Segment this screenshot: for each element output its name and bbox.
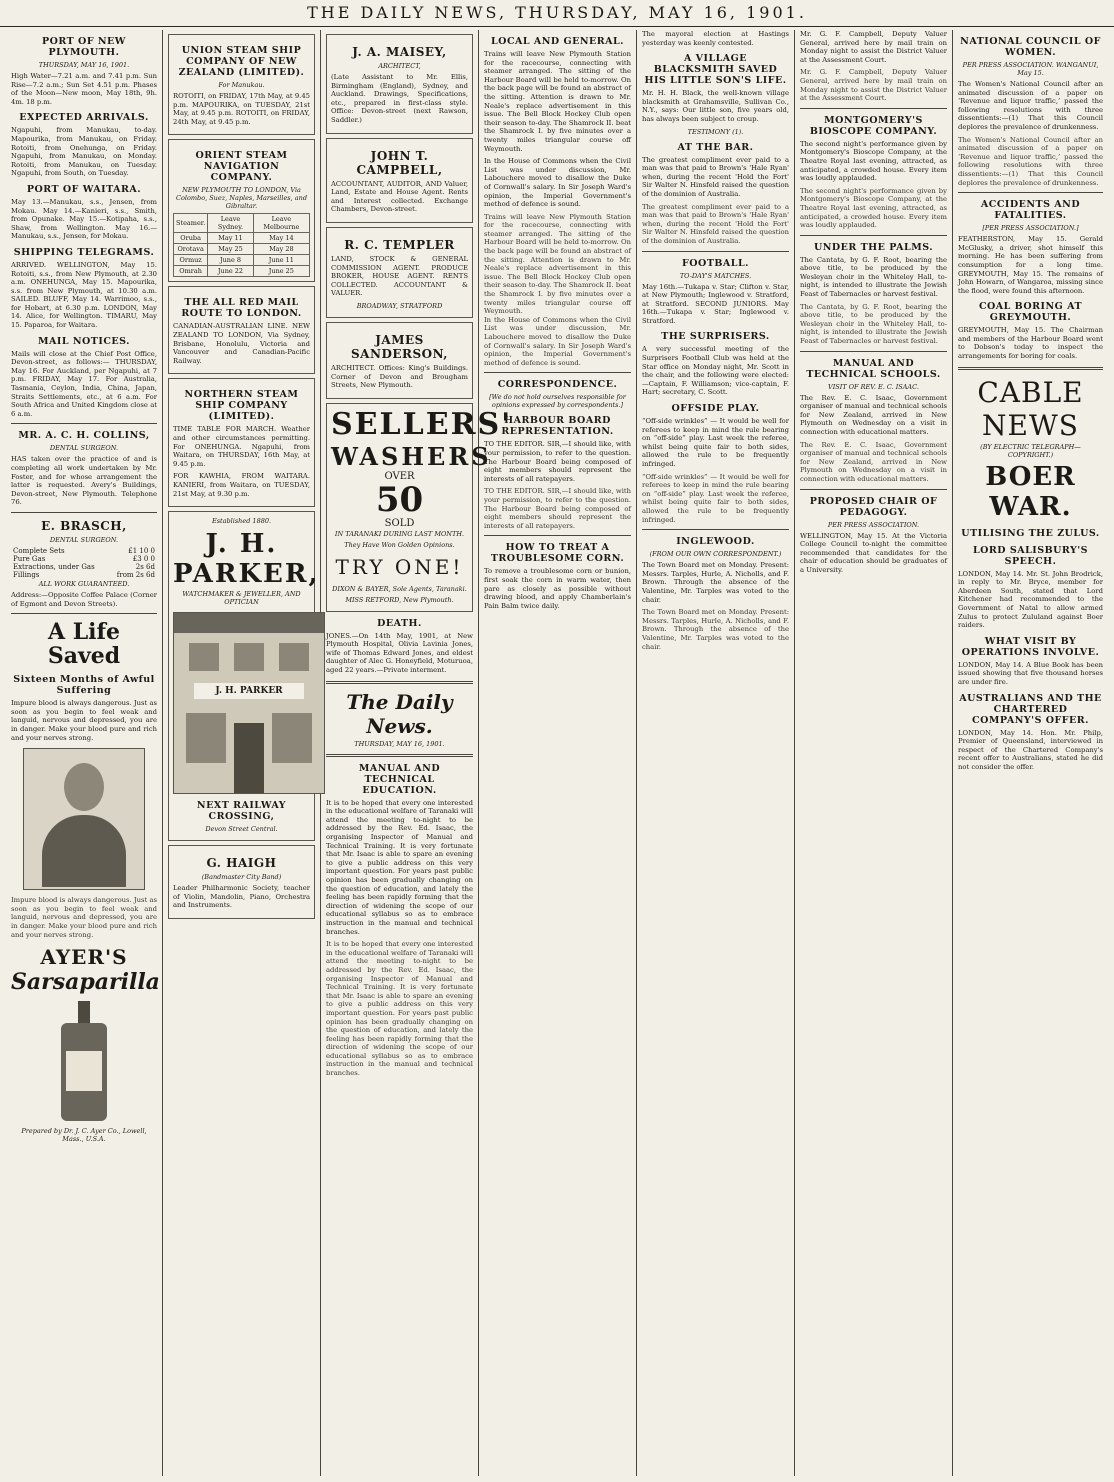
- parker-sub: WATCHMAKER & JEWELLER, AND OPTICIAN: [182, 590, 301, 607]
- chair-sub: PER PRESS ASSOCIATION.: [827, 520, 920, 529]
- table-cell: June 8: [208, 255, 253, 266]
- football-title: FOOTBALL.: [682, 257, 749, 269]
- correspondence-title: CORRESPONDENCE.: [497, 379, 618, 391]
- table-row: [11, 555, 157, 563]
- table-header-cell: Leave Sydney.: [208, 214, 253, 233]
- price-item: Fillings: [13, 570, 40, 579]
- table-cell: June 11: [253, 255, 309, 266]
- portrait-head: [64, 763, 104, 811]
- local-body-2: In the House of Commons when the Civil List was under discussion, Mr. Labouchere moved to disallow the Duke of Cornwall's salary. In Sir Joseph Ward's opinion, the Imperial Government's method of defence is sound.: [484, 157, 631, 209]
- collins-body: HAS taken over the practice of and is completing all work undertaken by Mr. Foster, and for whose arrangement the latter is requested. Avery's Buildings, Devon-street, New Plymouth. Telephone 76.: [11, 455, 157, 507]
- price-table: [11, 547, 157, 579]
- harbour-filler: TO THE EDITOR. SIR,—I should like, with your permission, to refer to the question. The Harbour Board being composed of eight members should represent the interests of all ratepayers.: [484, 487, 631, 530]
- bioscope-title: MONTGOMERY'S BIOSCOPE COMPANY.: [809, 114, 938, 137]
- bottle-neck: [78, 1001, 90, 1023]
- paper-date: THURSDAY, MAY 16, 1901.: [354, 739, 445, 748]
- manual-body: The Rev. E. C. Isaac, Government organiser of manual and technical schools for New Zealand, arrived in New Plymouth on Wednesday on a visit in connection with educational matters.: [800, 393, 947, 436]
- council-sub: PER PRESS ASSOCIATION. WANGANUI, May 15.: [962, 61, 1099, 77]
- templer-address: BROADWAY, STRATFORD: [356, 301, 443, 310]
- manual-title: MANUAL AND TECHNICAL SCHOOLS.: [806, 357, 941, 380]
- portrait-illustration: [23, 748, 145, 890]
- maisey-title: J. A. MAISEY,: [352, 45, 447, 59]
- inglewood-filler: The Town Board met on Monday. Present: Messrs. Tarples, Hurle, A. Nicholls, and F. Brown. Through the absence of the Valentine, Mr. Tarples was voted to the chair.: [642, 608, 789, 651]
- corn-title: HOW TO TREAT A TROUBLESOME CORN.: [490, 542, 625, 565]
- orient-title: ORIENT STEAM NAVIGATION COMPANY.: [195, 150, 288, 184]
- maisey-body: (Late Assistant to Mr. Ellis, Birmingham (England), Sydney, and Auckland. Drawings, Specifications, etc., prepared in first-class style. Office: Devon-street (next Rawson, Saddler.): [331, 73, 468, 124]
- allred-body: CANADIAN-AUSTRALIAN LINE. NEW ZEALAND TO LONDON, Via Sydney, Brisbane, Honolulu, Victoria and Vancouver and Canadian-Pacific Railway.: [173, 322, 310, 365]
- mayoral-note: The mayoral election at Hastings yesterday was keenly contested.: [642, 30, 789, 47]
- editorial-body: It is to be hoped that every one interested in the educational welfare of Taranaki will attend the meeting to-night to be addressed by the Rev. Ed. Isaac, the organising Inspector of Manual and Technical Training. It is very fortunate that Mr. Isaac is able to spare an evening to give a public address on this very important question. For years past public opinion has been gradually changing on the question of education, and lately the feeling has been rapidly forming that the direction of widening the scope of our educational syllabus so as to embrace instruction in the manual and technical branches.: [326, 798, 473, 936]
- waitara-arrivals: May 13.—Manukau, s.s., Jensen, from Mokau. May 14.—Kanieri, s.s., Smith, from Opunake. May 15.—Kotipaha, s.s., Shaw, from Wellington. May 16.—Manukau, s.s., Jensen, for Mokau.: [11, 197, 157, 241]
- table-header: [174, 214, 310, 233]
- divider: [642, 529, 789, 530]
- portrait-torso: [42, 815, 126, 887]
- divider: [800, 489, 947, 490]
- waitara-title: PORT OF WAITARA.: [26, 183, 142, 195]
- column-6: [795, 30, 953, 1476]
- table-cell: Ormuz: [174, 255, 208, 266]
- dixon-agents: DIXON & BAYER, Sole Agents, Taranaki.: [332, 584, 467, 593]
- column-7: [953, 30, 1108, 1476]
- price-value: £3 0 0: [132, 554, 155, 563]
- all-red-route-ad: [168, 286, 315, 374]
- masthead: THE DAILY NEWS, THURSDAY, MAY 16, 1901.: [0, 0, 1114, 27]
- fifty-number: 50: [375, 479, 424, 520]
- table-row: [174, 244, 310, 255]
- shop-sign: J. H. PARKER: [194, 683, 304, 699]
- council-filler: The Women's National Council after an animated discussion of a paper on ‘Revenue and liquor traffic,’ passed the following resolutions with three dissentients:—(1) That this Council deplores the prevalence of drunkenness.: [958, 135, 1103, 187]
- shopfront-illustration: [173, 612, 325, 794]
- union-sub: For Manukau.: [218, 81, 265, 89]
- table-cell: Oruba: [174, 233, 208, 244]
- table-cell: May 28: [253, 244, 309, 255]
- divider: [800, 108, 947, 109]
- zulus-heading: UTILISING THE ZULUS.: [961, 527, 1100, 539]
- kawhia-body: FOR KAWHIA, FROM WAITARA. KANIERI, from Waitara, on TUESDAY, 21st May, at 9.30 p.m.: [173, 472, 310, 498]
- cable-sub: (BY ELECTRIC TELEGRAPH—COPYRIGHT.): [980, 442, 1081, 459]
- palms-body: The Cantata, by G. F. Root, bearing the above title, to be produced by the Wesleyan choir in the Whiteley Hall, to-night, is intended to illustrate the Jewish Feast of Tabernacles or harvest festival.: [800, 255, 947, 299]
- price-item: Pure Gas: [13, 554, 46, 563]
- templer-body: LAND, STOCK & GENERAL COMMISSION AGENT. PRODUCE BROKER, HOUSE AGENT. RENTS COLLECTED. ACCOUNTANT & VALUER.: [331, 254, 468, 298]
- visit-body: LONDON, May 14. A Blue Book has been issued showing that five thousand horses are under fire.: [958, 660, 1103, 686]
- collins-sub: DENTAL SURGEON.: [49, 444, 119, 453]
- chair-body: WELLINGTON, May 15. At the Victoria College Council to-night the committee recommended that candidates for the chair of education should be graduates of a University.: [800, 531, 947, 574]
- washers-heading: WASHERS: [331, 441, 492, 471]
- column-2: [163, 30, 321, 1476]
- shop-window: [279, 643, 309, 671]
- life-saved-heading: A Life Saved: [47, 619, 121, 670]
- harbour-body: TO THE EDITOR. SIR,—I should like, with your permission, to refer to the question. The Harbour Board being composed of eight members should represent the interests of all ratepayers.: [484, 440, 631, 483]
- salisbury-heading: LORD SALISBURY'S SPEECH.: [972, 544, 1089, 567]
- divider: [11, 423, 157, 424]
- northern-body: TIME TABLE FOR MARCH. Weather and other circumstances permitting. For ONEHUNGA. Ngapuhi, from Waitara, on THURSDAY, 16th May, at 9.45 p.m.: [173, 425, 310, 468]
- table-cell: Omrah: [174, 266, 208, 277]
- correspondence-note: [We do not hold ourselves responsible for opinions expressed by correspondents.]: [489, 393, 626, 410]
- divider: [800, 235, 947, 236]
- editorial-continuation: It is to be hoped that every one interested in the educational welfare of Taranaki will attend the meeting to-night to be addressed by the Rev. Ed. Isaac, the organising Inspector of Manual and Technical Training. It is very fortunate that Mr. Isaac is able to spare an evening to give a public address on this very important question. For years past public opinion has been gradually changing on the question of education, and lately the feeling has been rapidly forming that the direction of widening the scope of our educational syllabus so as to embrace instruction in the manual and technical branches.: [326, 940, 473, 1078]
- sarsaparilla-heading: Sarsaparilla: [11, 969, 160, 996]
- life-saved-body: Impure blood is always dangerous. Just as soon as you begin to feel weak and languid, nervous and depressed, you are in danger. Make your blood pure and rich and your nerves strong.: [11, 699, 157, 742]
- death-title: DEATH.: [377, 617, 422, 629]
- maisey-sub: ARCHITECT,: [378, 62, 421, 70]
- testimonial-filler: Impure blood is always dangerous. Just as soon as you begin to feel weak and languid, nervous and depressed, you are in danger. Make your blood pure and rich and your nerves strong.: [11, 896, 157, 939]
- surprisers-title: THE SURPRISERS.: [661, 331, 770, 343]
- table-header-cell: Steamer.: [174, 214, 208, 233]
- haigh-ad: [168, 845, 315, 919]
- coal-body: GREYMOUTH, May 15. The Chairman and members of the Harbour Board went to Dobson's today to inspect the arrangements for boring for coals.: [958, 326, 1103, 361]
- local-filler: Trains will leave New Plymouth Station for the racecourse, connecting with steamer arranged. The sitting of the Harbour Board will be held to-morrow. On the back page will be found an abstract of the sitting. Attention is drawn to Mr. Neale's replace advertisement in this issue. The Bell Block Hockey Club open their season to-day. The Shamrock II. beat the Shamrock I. by five minutes over a twenty miles triangular course off Weymouth.: [484, 212, 631, 316]
- accident-body: Mr. H. H. Black, the well-known village blacksmith at Grahamsville, Sullivan Co., N.Y., says: Our little son, five years old, has always been subject to croup.: [642, 89, 789, 123]
- paper-title: The Daily News.: [346, 689, 453, 738]
- shop-window: [272, 713, 312, 763]
- shipping-title: PORT OF NEW PLYMOUTH.: [42, 36, 126, 58]
- assessment-body: Mr. G. F. Campbell, Deputy Valuer General, arrived here by mail train on Monday night to assist the District Valuer at the Assessment Court.: [800, 30, 947, 64]
- sanderson-body: ARCHITECT. Offices: King's Buildings. Corner of Devon and Brougham Streets, New Plymouth.: [331, 363, 468, 390]
- life-saved-sub: Sixteen Months of Awful Suffering: [13, 674, 155, 697]
- ayers-heading: AYER'S: [40, 945, 128, 970]
- page-columns: [6, 30, 1108, 1476]
- divider: [958, 367, 1103, 370]
- parker-ad: [168, 511, 320, 841]
- haigh-name: G. HAIGH: [206, 856, 277, 871]
- manual-sub: VISIT OF REV. E. C. ISAAC.: [828, 382, 919, 391]
- boer-war-heading: BOER WAR.: [985, 461, 1076, 522]
- table-cell: Orotava: [174, 244, 208, 255]
- established: Established 1880.: [211, 517, 272, 526]
- shop-window: [186, 713, 226, 763]
- surprisers-body: A very successful meeting of the Surprisers Football Club was held at the Star office on Monday night, Mr. Scott in the chair, and the following were elected:—Captain, F. Williamson; vice-captain, F. Hart; secretary, C. Scott.: [642, 345, 789, 397]
- price-value: from 2s 6d: [116, 570, 155, 579]
- column-5: [637, 30, 795, 1476]
- editorial-title: MANUAL AND TECHNICAL EDUCATION.: [358, 762, 441, 796]
- collins-title: MR. A. C. H. COLLINS,: [18, 430, 150, 442]
- campbell-ad: [326, 138, 473, 223]
- divider: [11, 613, 157, 614]
- offside-body: “Off-side wrinkles” — It would be well for referees to keep in mind the rule bearing on “off-side” play. Last week the referee, whilst being quite fair to both sides, allowed the rule to be frequently infringed.: [642, 417, 789, 468]
- council-title: NATIONAL COUNCIL OF WOMEN.: [960, 36, 1101, 58]
- divider: [642, 251, 789, 252]
- palms-title: UNDER THE PALMS.: [813, 241, 934, 253]
- atbar-filler: The greatest compliment ever paid to a man was that paid to Brown's 'Hale Ryan' when, during the recent 'Hold the Fort' Sir Walter N. Hinsfeld raised the question of the dominion of Australia.: [642, 202, 789, 245]
- local-body: Trains will leave New Plymouth Station for the racecourse, connecting with steamer arranged. The sitting of the Harbour Board will be held to-morrow. On the back page will be found an abstract of the sitting. Attention is drawn to Mr. Neale's replace advertisement in this issue. The Bell Block Hockey Club open their season to-day. The Shamrock II. beat the Shamrock I. by five minutes over a twenty miles triangular course off Weymouth.: [484, 50, 631, 153]
- testimonial-label: TESTIMONY (1).: [687, 127, 744, 136]
- atbar-body: The greatest compliment ever paid to a man was that paid to Brown's 'Hale Ryan' when, during the recent 'Hold the Fort' Sir Walter N. Hinsfeld raised the question of the dominion of Australia.: [642, 155, 789, 198]
- accidents-body: FEATHERSTON, May 15. Gerald McGlusky, a driver, shot himself this morning. He has been suffering from consumption for a long time. GREYMOUTH, May 15. The remains of John Howarn, of Wangaroa, missing since the flood, were found this afternoon.: [958, 235, 1103, 295]
- football-body: May 16th.—Tukapa v. Star; Clifton v. Star, at New Plymouth; Inglewood v. Stratford, at Stratford. SECOND JUNIORS. May 16th.—Tukapa v. Star; Inglewood v. Stratford.: [642, 282, 789, 325]
- mail-title: MAIL NOTICES.: [38, 335, 130, 347]
- shop-roof: [174, 613, 324, 633]
- offside-filler: “Off-side wrinkles” — It would be well for referees to keep in mind the rule bearing on “off-side” play. Last week the referee, whilst being quite fair to both sides, allowed the rule to be frequently infringed.: [642, 472, 789, 524]
- taranaki-label: IN TARANAKI DURING LAST MONTH.: [334, 529, 465, 538]
- local-filler-2: In the House of Commons when the Civil List was under discussion, Mr. Labouchere moved to disallow the Duke of Cornwall's salary. In Sir Joseph Ward's opinion, the Imperial Government's method of defence is sound.: [484, 315, 631, 367]
- chair-title: PROPOSED CHAIR OF PEDAGOGY.: [809, 495, 938, 518]
- union-body: ROTOITI, on FRIDAY, 17th May, at 9.45 p.m. MAPOURIKA, on TUESDAY, 21st May, at 9.45 p.m. ROTOITI, on FRIDAY, 24th May, at 9.45 p.m.: [173, 92, 310, 126]
- inglewood-body: The Town Board met on Monday. Present: Messrs. Tarples, Hurle, A. Nicholls, and F. Brown. Through the absence of the Valentine, Mr. Tarples was voted to the chair.: [642, 561, 789, 604]
- shop-window: [189, 643, 219, 671]
- inglewood-title: INGLEWOOD.: [676, 536, 755, 548]
- mail-notices: Mails will close at the Chief Post Office, Devon-street, as follows:— THURSDAY, May 16. For Auckland, per Ngapuhi, at 7 p.m. FRIDAY, May 17. For Australia, Tasmania, Ceylon, India, China, Japan, Straits Settlements, etc., at 6 a.m. For South Africa and United Kingdom close at 6 a.m.: [11, 349, 157, 418]
- column-1: [6, 30, 163, 1476]
- coal-title: COAL BORING AT GREYMOUTH.: [978, 301, 1083, 324]
- shop-window: [234, 643, 264, 671]
- orient-table: [173, 213, 310, 277]
- column-4: [479, 30, 637, 1476]
- orient-ad: [168, 139, 315, 282]
- football-sub: TO-DAY'S MATCHES.: [679, 271, 752, 280]
- brasch-address: Address:—Opposite Coffee Palace (Corner of Egmont and Devon Streets).: [11, 590, 157, 608]
- table-row: [174, 255, 310, 266]
- table-cell: May 11: [208, 233, 253, 244]
- templer-ad: [326, 227, 473, 318]
- retford-agent: MISS RETFORD, New Plymouth.: [345, 595, 454, 604]
- union-title: UNION STEAM SHIP COMPANY OF NEW ZEALAND (LIMITED).: [178, 45, 305, 78]
- parker-name: J. H. PARKER,: [173, 529, 320, 590]
- divider: [484, 372, 631, 373]
- divider: [326, 681, 473, 684]
- cable-news-heading: CABLE NEWS: [977, 375, 1084, 442]
- golden-opinions: They Have Won Golden Opinions.: [344, 540, 455, 549]
- sanderson-title: JAMES SANDERSON,: [351, 332, 448, 361]
- bioscope-filler: The second night's performance given by Montgomery's Bioscope Company, at the Theatre Royal last evening, attracted, as anticipated, a crowded house. Every item was loudly applauded.: [800, 186, 947, 230]
- assessment-filler: Mr. G. F. Campbell, Deputy Valuer General, arrived here by mail train on Monday night to assist the District Valuer at the Assessment Court.: [800, 68, 947, 103]
- divider: [11, 512, 157, 513]
- harbour-title: HARBOUR BOARD REPRESENTATION.: [501, 415, 614, 438]
- campbell-title: JOHN T. CAMPBELL,: [356, 148, 443, 177]
- manual-filler: The Rev. E. C. Isaac, Government organiser of manual and technical schools for New Zealand, arrived in New Plymouth on Wednesday on a visit in connection with educational matters.: [800, 440, 947, 483]
- council-body: The Women's National Council after an animated discussion of a paper on ‘Revenue and liquor traffic,’ passed the following resolutions with three dissentients:—(1) That this Council deplores the prevalence of drunkenness.: [958, 80, 1103, 131]
- divider: [326, 754, 473, 757]
- visit-heading: WHAT VISIT BY OPERATIONS INVOLVE.: [961, 635, 1100, 658]
- templer-title: R. C. TEMPLER: [344, 237, 455, 252]
- allred-title: THE ALL RED MAIL ROUTE TO LONDON.: [181, 297, 302, 320]
- haigh-body: Leader Philharmonic Society, teacher of Violin, Mandolin, Piano, Orchestra and Instruments.: [173, 884, 310, 910]
- chartered-body: LONDON, May 14. Hon. Mr. Philp, Premier of Queensland, interviewed in respect of the Chartered Company's recent offer to Australians, stated he did not consider the offer.: [958, 728, 1103, 771]
- table-row: [174, 266, 310, 277]
- accidents-title: ACCIDENTS AND FATALITIES.: [980, 199, 1081, 222]
- brasch-sub: DENTAL SURGEON.: [49, 535, 119, 544]
- column-3: [321, 30, 513, 1476]
- over-label: OVER: [384, 470, 415, 482]
- try-one-heading: TRY ONE!: [335, 554, 464, 579]
- price-item: Extractions, under Gas: [13, 562, 95, 571]
- shipping-date: THURSDAY, MAY 16, 1901.: [38, 61, 130, 69]
- bottle-label: [66, 1051, 102, 1091]
- railway-sub: Devon Street Central.: [205, 825, 278, 834]
- table-cell: June 25: [253, 266, 309, 277]
- haigh-sub: (Bandmaster City Band): [201, 873, 282, 882]
- campbell-body: ACCOUNTANT, AUDITOR, AND Valuer, Land, Estate and House Agent. Rents and Interest collected. Exchange Chambers, Devon-street.: [331, 179, 468, 214]
- salisbury-body: LONDON, May 14. Mr. St. John Brodrick, in reply to Mr. Bryce, member for Aberdeen South, stated that Lord Kitchener had recommended to the Government of Natal to allow armed Zulus to protect Zululand against Boer raiders.: [958, 569, 1103, 630]
- northern-steamship-ad: [168, 378, 315, 507]
- death-body: JONES.—On 14th May, 1901, at New Plymouth Hospital, Olivia Lavinia Jones, wife of Thomas Edward Jones, and eldest daughter of Alec G. Honeyfield, Moturuoa, aged 22 years.—Private interment.: [326, 631, 473, 675]
- inglewood-sub: (FROM OUR OWN CORRESPONDENT.): [649, 550, 782, 559]
- table-row: [174, 233, 310, 244]
- atbar-title: AT THE BAR.: [677, 141, 754, 153]
- bioscope-body: The second night's performance given by Montgomery's Bioscope Company, at the Theatre Royal last evening, attracted, as anticipated, a crowded house. Every item was loudly applauded.: [800, 139, 947, 183]
- table-header-cell: Leave Melbourne: [253, 214, 309, 233]
- table-cell: May 25: [208, 244, 253, 255]
- local-title: LOCAL AND GENERAL.: [490, 36, 624, 47]
- table-cell: June 22: [208, 266, 253, 277]
- railway-crossing: NEXT RAILWAY CROSSING,: [196, 800, 287, 823]
- telegrams-title: SHIPPING TELEGRAMS.: [13, 246, 155, 258]
- northern-title: NORTHERN STEAM SHIP COMPANY (LIMITED).: [184, 389, 299, 423]
- brasch-footer: ALL WORK GUARANTEED.: [38, 579, 130, 588]
- washers-ad: [326, 403, 513, 612]
- table-row: [11, 547, 157, 555]
- shop-door: [234, 723, 264, 793]
- expected-arrivals: Ngapuhi, from Manukau, to-day. Mapourika, from Manukau, on Friday. Rotoiti, from Onehunga, on Friday. Ngapuhi, from Manukau, on Monday. Rotoiti, from Manukau, on Tuesday. Ngapuhi, from South, on Tuesday.: [11, 126, 157, 178]
- divider: [484, 535, 631, 536]
- divider: [800, 351, 947, 352]
- palms-filler: The Cantata, by G. F. Root, bearing the above title, to be produced by the Wesleyan choir in the Whiteley Hall, to-night, is intended to illustrate the Jewish Feast of Tabernacles or harvest festival.: [800, 302, 947, 346]
- corn-body: To remove a troublesome corn or bunion, first soak the corn in warm water, then pare as closely as possible without drawing blood, and apply Chamberlain's Pain Balm twice daily.: [484, 567, 631, 610]
- table-row: [11, 563, 157, 571]
- price-value: £1 10 0: [128, 546, 155, 555]
- table-cell: May 14: [253, 233, 309, 244]
- brasch-title: E. BRASCH,: [41, 518, 127, 533]
- orient-sub: NEW PLYMOUTH TO LONDON, Via Colombo, Suez, Naples, Marseilles, and Gibraltar.: [175, 186, 307, 211]
- sold-label: SOLD: [384, 517, 415, 529]
- ayers-footer: Prepared by Dr. J. C. Ayer Co., Lowell, Mass., U.S.A.: [21, 1127, 147, 1144]
- price-item: Complete Sets: [13, 546, 65, 555]
- telegrams: ARRIVED. WELLINGTON, May 15. Rotoiti, s.s., from New Plymouth, at 2.30 a.m. ONEHUNGA, May 15. Mapourika, s.s. from New Plymouth, at 10.30 a.m. SAILED. BLUFF, May 14. Warrimoo, s.s., for Hobart, at 6.30 p.m. LONDON, May 14. Alice, for Wellington. TIMARU, May 15. Paparoa, for Waitara.: [11, 260, 157, 330]
- chartered-heading: AUSTRALIANS AND THE CHARTERED COMPANY'S OFFER.: [959, 692, 1102, 726]
- divider: [958, 192, 1103, 193]
- price-value: 2s 6d: [135, 562, 155, 571]
- sanderson-ad: [326, 322, 473, 399]
- table-row: [11, 571, 157, 579]
- tides: High Water—7.21 a.m. and 7.41 p.m. Sun Rise—7.2 a.m.; Sun Set 4.51 p.m. Phases of the Moon—New moon, May 18th, 9h. 4m. 18 p.m.: [11, 72, 157, 106]
- bottle-icon: [61, 1001, 107, 1121]
- accidents-sub: [PER PRESS ASSOCIATION.]: [982, 224, 1079, 233]
- sellers-heading: SELLERS': [331, 406, 513, 442]
- expected-title: EXPECTED ARRIVALS.: [19, 112, 149, 124]
- accident-title: A VILLAGE BLACKSMITH SAVED HIS LITTLE SON'S LIFE.: [644, 53, 787, 87]
- offside-title: OFFSIDE PLAY.: [671, 403, 760, 415]
- union-steamship-ad: [168, 34, 315, 135]
- maisey-ad: [326, 34, 473, 134]
